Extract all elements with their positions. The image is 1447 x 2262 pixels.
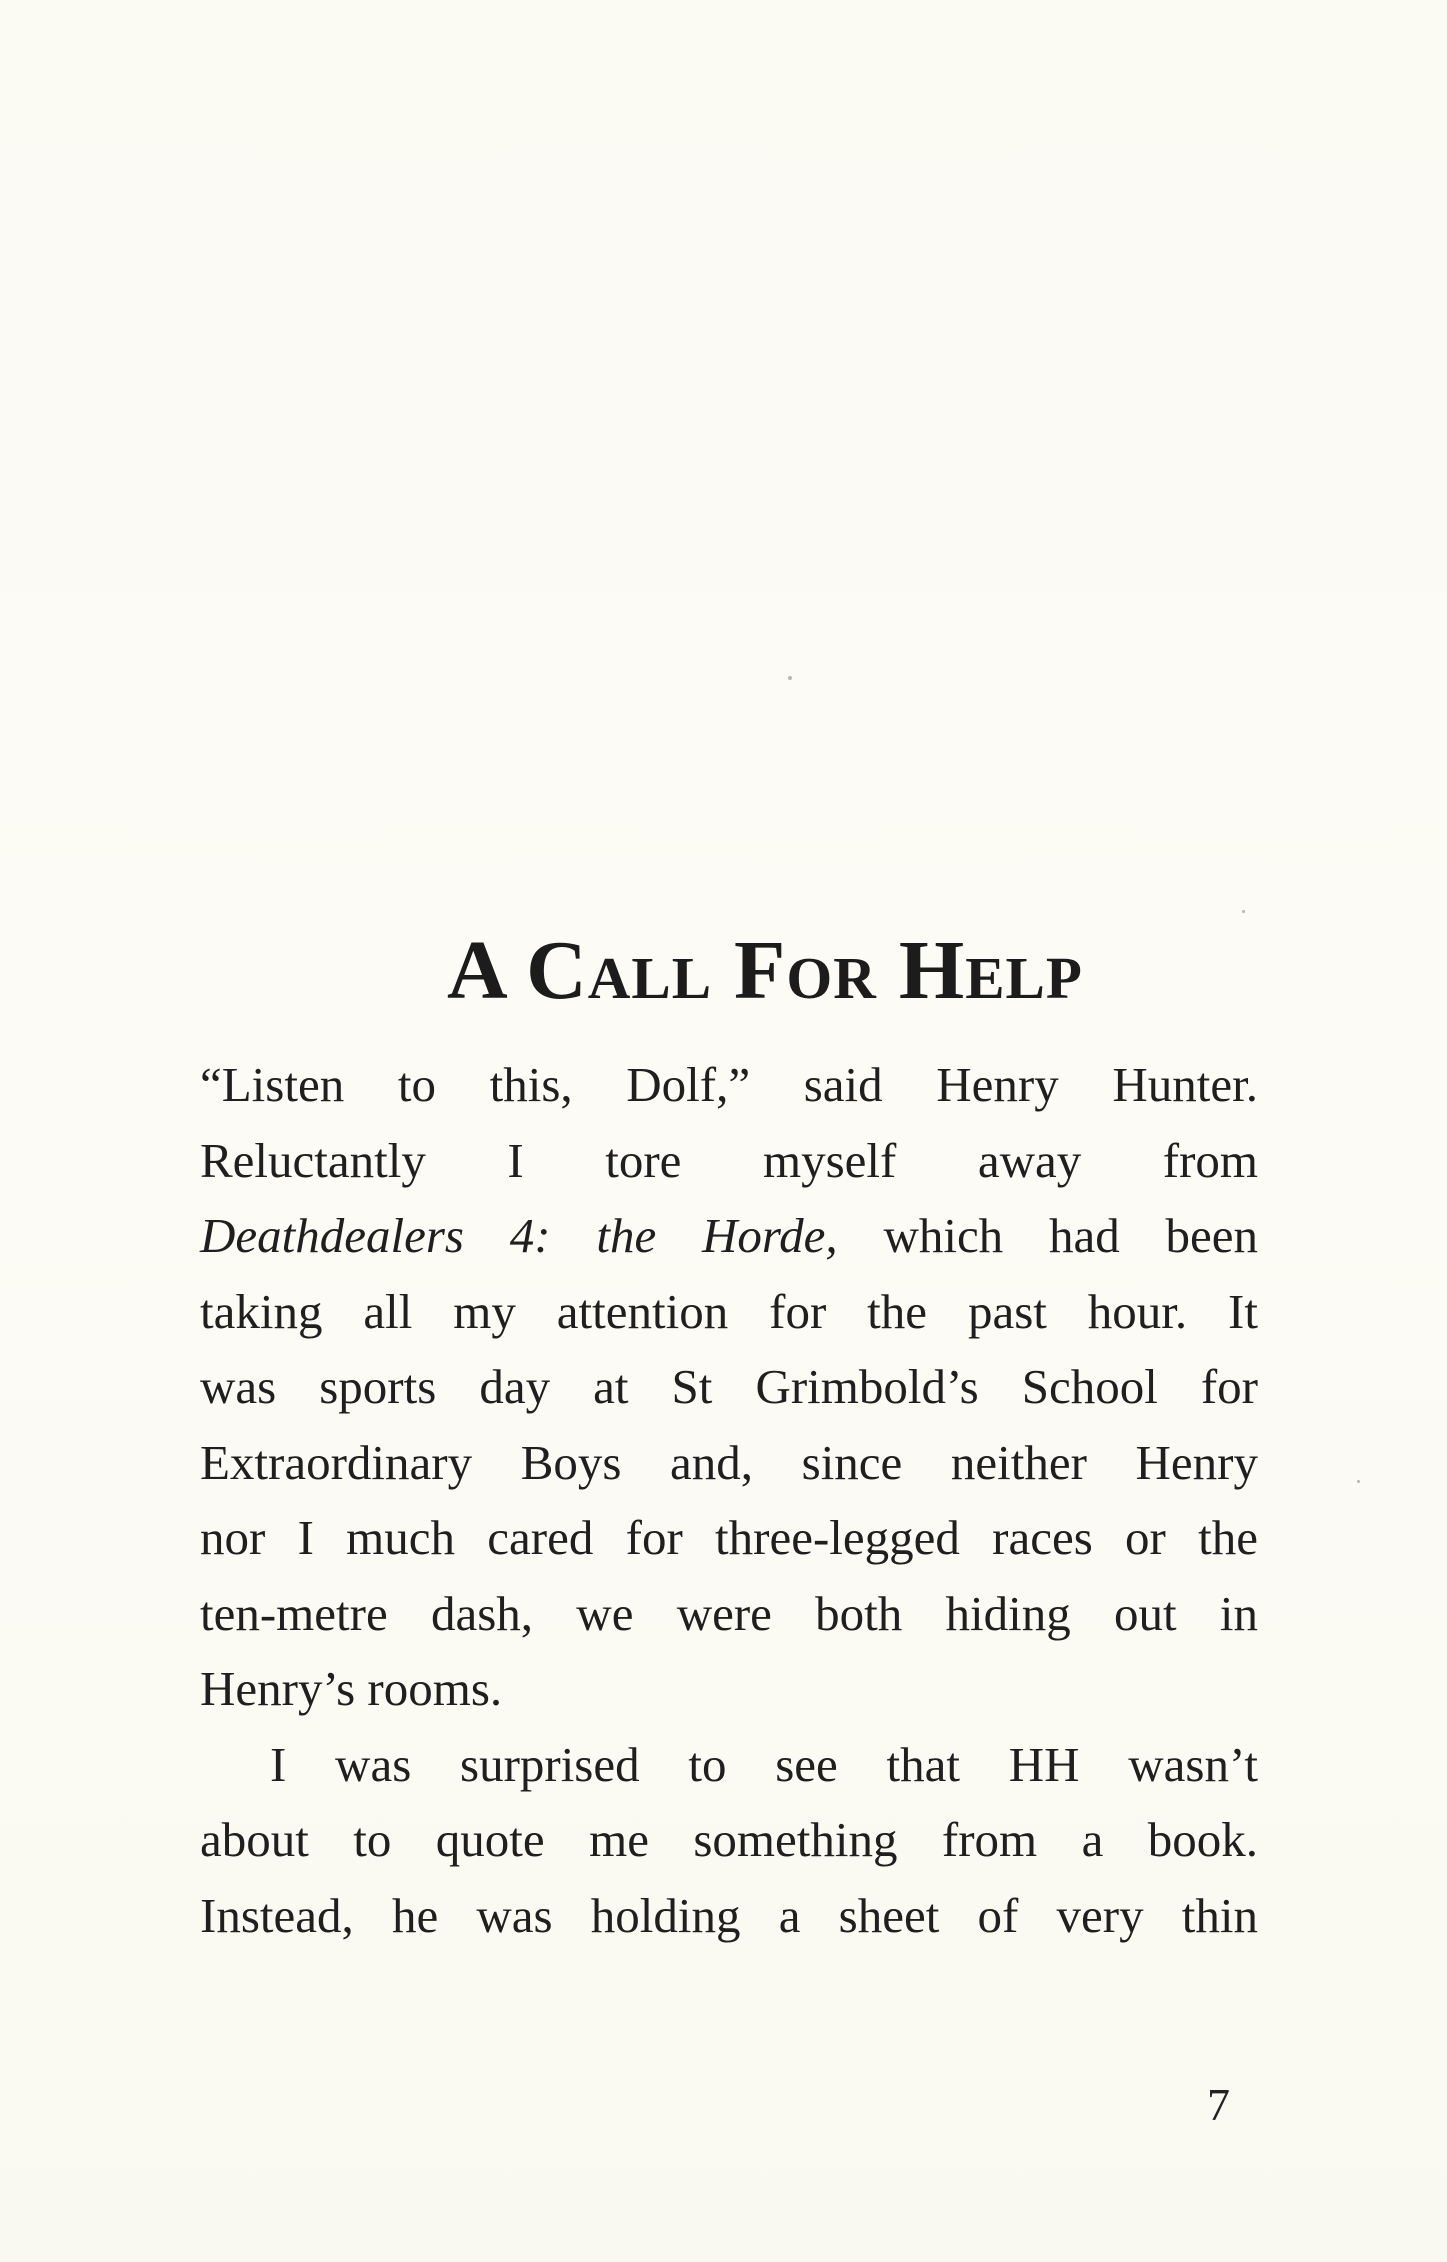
text-line: Instead, he was holding a sheet of very thin	[200, 1887, 1258, 1943]
text-line: Henry’s rooms.	[200, 1661, 503, 1716]
text-line: Extraordinary Boys and, since neither Henry	[200, 1434, 1258, 1490]
page-number: 7	[1207, 2079, 1230, 2130]
text-line: nor I much cared for three-legged races or the	[200, 1510, 1258, 1565]
text-fragment: which had been	[883, 1208, 1258, 1263]
book-title: Deathdealers 4: the Horde,	[200, 1208, 838, 1263]
text-line: ten-metre dash, we were both hiding out in	[200, 1585, 1258, 1641]
paper-speck	[788, 676, 792, 680]
text-line-with-book-title	[200, 1198, 1258, 1274]
paper-speck	[1242, 910, 1245, 913]
chapter-body	[200, 1047, 1258, 1953]
text-line: about to quote me something from a book.	[200, 1812, 1258, 1867]
text-line: I was surprised to see that HH wasn’t	[270, 1736, 1258, 1792]
paragraph	[200, 1727, 1258, 1954]
text-line: “Listen to this, Dolf,” said Henry Hunter.	[200, 1057, 1258, 1112]
text-line: Reluctantly I tore myself away from	[200, 1132, 1258, 1188]
paragraph	[200, 1047, 1258, 1727]
text-line: was sports day at St Grimbold’s School for	[200, 1359, 1258, 1414]
text-line: taking all my attention for the past hour. It	[200, 1283, 1258, 1339]
chapter-title: A Call For Help	[447, 924, 1083, 1018]
paper-speck	[1357, 1480, 1360, 1483]
